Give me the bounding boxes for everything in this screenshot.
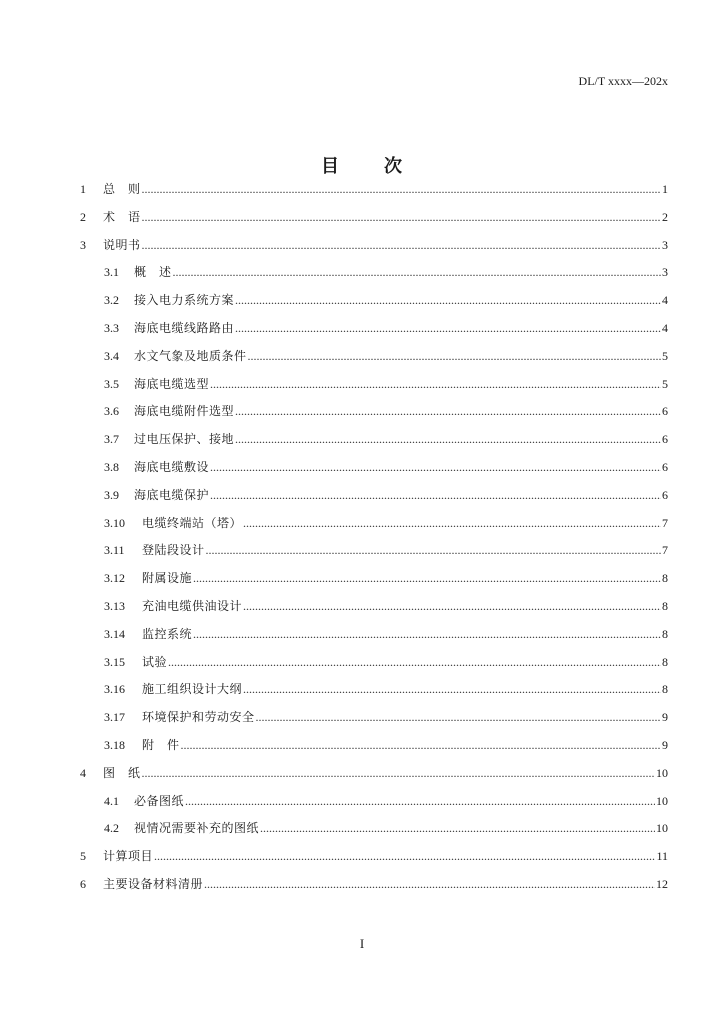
toc-entry[interactable] [104, 568, 668, 588]
toc-entry[interactable] [104, 624, 668, 644]
toc-entry-page: 9 [662, 710, 668, 725]
toc-entry-label: 概 述 [134, 265, 172, 280]
toc-entry-page: 8 [662, 599, 668, 613]
toc-entry-page: 3 [662, 237, 668, 252]
toc-entry[interactable] [80, 846, 668, 866]
toc-entry-page: 10 [656, 765, 668, 780]
toc-dot-leader [193, 624, 661, 644]
toc-entry-page: 12 [656, 877, 668, 891]
toc-entry-page: 10 [656, 821, 668, 836]
toc-entry-page: 11 [656, 849, 668, 864]
toc-entry[interactable] [104, 318, 668, 338]
toc-entry[interactable] [104, 707, 668, 727]
toc-entry-number: 3.5 [104, 376, 119, 391]
toc-dot-leader [210, 485, 661, 505]
toc-entry[interactable] [80, 763, 668, 783]
toc-entry-number: 4.2 [104, 821, 119, 836]
toc-entry-page: 7 [662, 515, 668, 530]
toc-entry-page: 8 [662, 626, 668, 641]
toc-entry-label: 计算项目 [103, 849, 154, 864]
document-code-header: DL/T xxxx—202x [578, 74, 668, 88]
toc-dot-leader [142, 235, 661, 255]
toc-entry-number: 3.7 [104, 432, 119, 447]
toc-entry-number: 6 [80, 877, 86, 891]
toc-entry-label: 附 件 [142, 738, 180, 752]
toc-entry-number: 3.16 [104, 682, 125, 697]
toc-dot-leader [142, 179, 661, 199]
toc-entry-label: 海底电缆保护 [134, 487, 210, 502]
toc-entry-page: 1 [662, 182, 668, 196]
toc-entry-number: 2 [80, 209, 86, 224]
toc-entry-page: 2 [662, 209, 668, 224]
toc-entry-label: 总 则 [103, 182, 141, 196]
toc-dot-leader [243, 596, 661, 616]
toc-entry-page: 5 [662, 348, 668, 363]
toc-entry-label: 海底电缆选型 [134, 376, 210, 391]
toc-entry[interactable] [104, 513, 668, 533]
toc-entry-label: 附属设施 [142, 571, 193, 586]
toc-dot-leader [142, 763, 655, 783]
toc-entry-label: 海底电缆附件选型 [134, 404, 235, 419]
toc-entry[interactable] [104, 652, 668, 672]
toc-dot-leader [168, 652, 661, 672]
toc-dot-leader [235, 401, 661, 421]
toc-entry-page: 8 [662, 654, 668, 669]
toc-entry-page: 9 [662, 738, 668, 752]
toc-entry[interactable] [104, 429, 668, 449]
toc-entry-label: 施工组织设计大纲 [142, 682, 243, 697]
toc-entry[interactable] [104, 540, 668, 560]
toc-title [0, 152, 724, 178]
toc-entry-number: 3.2 [104, 293, 119, 308]
toc-entry-label: 监控系统 [142, 626, 193, 641]
toc-entry-label: 海底电缆敷设 [134, 460, 210, 474]
toc-entry-number: 3.9 [104, 487, 119, 502]
toc-entry[interactable] [104, 346, 668, 366]
toc-entry-page: 6 [662, 460, 668, 474]
toc-entry-page: 3 [662, 265, 668, 280]
toc-entry[interactable] [104, 596, 668, 616]
toc-entry-number: 5 [80, 849, 86, 864]
toc-entry-number: 3.3 [104, 321, 119, 335]
toc-dot-leader [260, 818, 655, 838]
toc-dot-leader [173, 262, 661, 282]
toc-dot-leader [248, 346, 661, 366]
toc-entry-number: 3.12 [104, 571, 125, 586]
toc-entry-label: 术 语 [103, 209, 141, 224]
toc-entry-number: 3.17 [104, 710, 125, 725]
toc-dot-leader [243, 513, 661, 533]
toc-entry-page: 6 [662, 432, 668, 447]
toc-entry[interactable] [104, 679, 668, 699]
toc-entry[interactable] [104, 374, 668, 394]
toc-title-char-2: 次 [384, 156, 403, 177]
toc-dot-leader [204, 874, 655, 894]
toc-entry-label: 必备图纸 [134, 793, 185, 808]
toc-entry-label: 电缆终端站（塔） [142, 515, 243, 530]
toc-entry-label: 过电压保护、接地 [134, 432, 235, 447]
toc-entry[interactable] [80, 179, 668, 199]
toc-entry[interactable] [104, 818, 668, 838]
toc-entry-label: 登陆段设计 [142, 543, 205, 558]
toc-entry[interactable] [104, 457, 668, 477]
toc-entry-number: 3.4 [104, 348, 119, 363]
toc-dot-leader [185, 791, 655, 811]
toc-entry-number: 3.1 [104, 265, 119, 280]
toc-dot-leader [235, 290, 661, 310]
toc-dot-leader [235, 318, 661, 338]
toc-entry-page: 4 [662, 293, 668, 308]
toc-entry-number: 3.14 [104, 626, 125, 641]
page-number-footer: I [359, 936, 365, 951]
toc-entry-label: 试验 [142, 654, 168, 669]
toc-entry-page: 4 [662, 321, 668, 335]
toc-entry-label: 主要设备材料清册 [103, 877, 204, 891]
toc-entry[interactable] [80, 207, 668, 227]
toc-entry[interactable] [104, 401, 668, 421]
toc-entry-label: 图 纸 [103, 765, 141, 780]
toc-entry-label: 说明书 [103, 237, 141, 252]
toc-dot-leader [181, 735, 661, 755]
toc-entry[interactable] [80, 235, 668, 255]
toc-dot-leader [210, 457, 661, 477]
toc-entry-number: 4 [80, 765, 86, 780]
toc-entry-number: 3.8 [104, 460, 119, 474]
toc-entry-label: 接入电力系统方案 [134, 293, 235, 308]
toc-entry-page: 6 [662, 404, 668, 419]
toc-entry-page: 5 [662, 376, 668, 391]
toc-entry[interactable] [104, 485, 668, 505]
toc-dot-leader [235, 429, 661, 449]
toc-entry-number: 1 [80, 182, 86, 196]
toc-entry-number: 3.11 [104, 543, 125, 558]
toc-entry[interactable] [80, 874, 668, 894]
toc-dot-leader [206, 540, 661, 560]
toc-entry-label: 视情况需要补充的图纸 [134, 821, 260, 836]
toc-entry-number: 3.6 [104, 404, 119, 419]
toc-entry-label: 水文气象及地质条件 [134, 348, 247, 363]
toc-entry-number: 3 [80, 237, 86, 252]
toc-dot-leader [210, 374, 661, 394]
toc-entry-label: 海底电缆线路路由 [134, 321, 235, 335]
toc-entry-page: 10 [656, 793, 668, 808]
toc-entry-page: 7 [662, 543, 668, 558]
toc-dot-leader [193, 568, 661, 588]
toc-dot-leader [154, 846, 655, 866]
toc-entry-page: 8 [662, 682, 668, 697]
toc-entry-number: 4.1 [104, 793, 119, 808]
toc-entry-page: 6 [662, 487, 668, 502]
toc-title-char-1: 目 [321, 156, 340, 177]
toc-dot-leader [243, 679, 661, 699]
toc-entry-number: 3.15 [104, 654, 125, 669]
toc-entry[interactable] [104, 735, 668, 755]
toc-dot-leader [142, 207, 661, 227]
toc-entry-page: 8 [662, 571, 668, 586]
toc-entry-number: 3.10 [104, 515, 125, 530]
toc-entry-label: 环境保护和劳动安全 [142, 710, 255, 725]
toc-entry[interactable] [104, 290, 668, 310]
toc-entry-label: 充油电缆供油设计 [142, 599, 243, 613]
toc-entry[interactable] [104, 262, 668, 282]
toc-entry[interactable] [104, 791, 668, 811]
toc-entry-number: 3.18 [104, 738, 125, 752]
toc-entry-number: 3.13 [104, 599, 125, 613]
toc-dot-leader [256, 707, 661, 727]
